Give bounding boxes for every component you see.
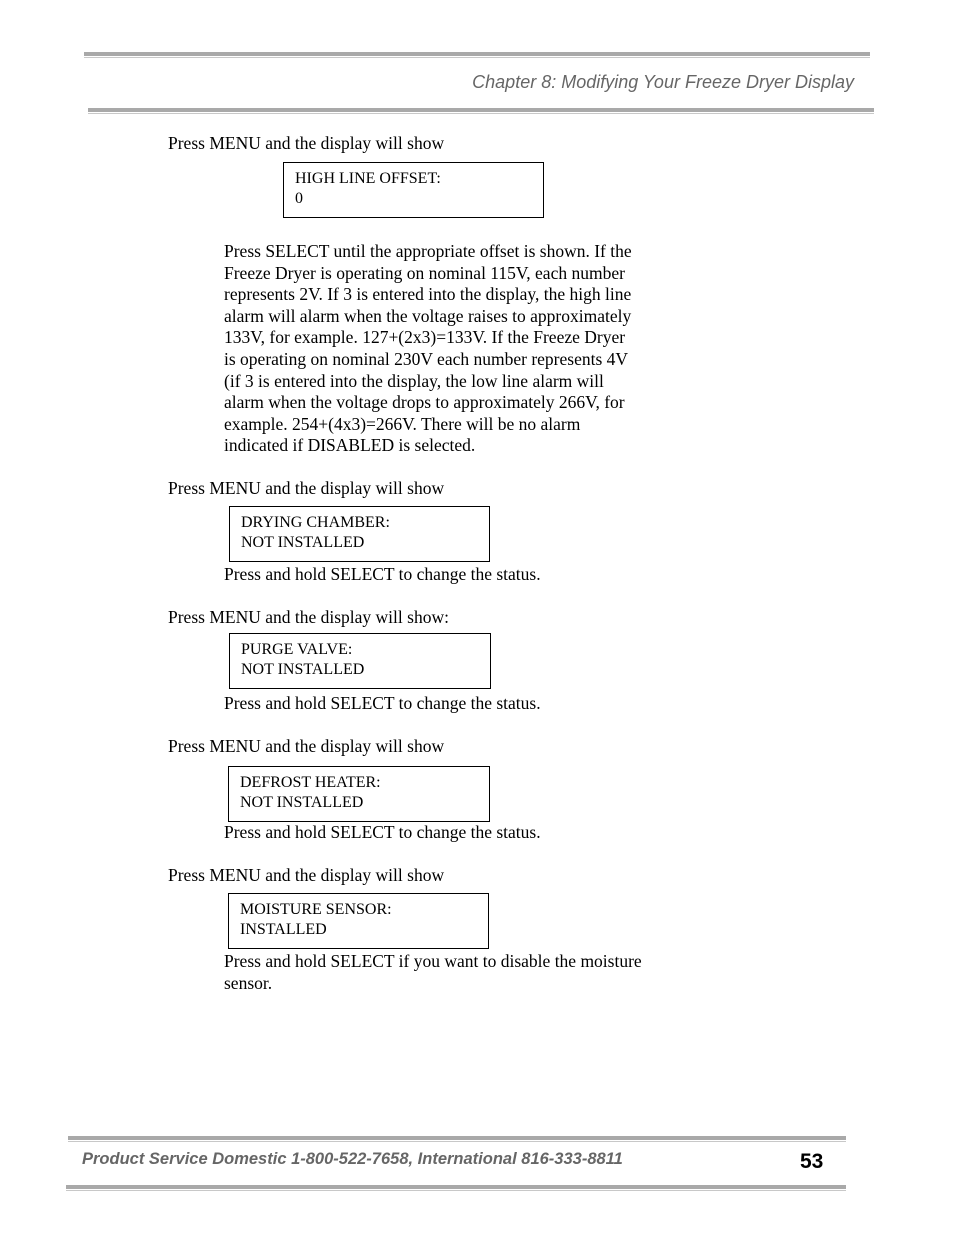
header-rule-top [84, 52, 870, 56]
paragraph-line: is operating on nominal 230V each number represents 4V [224, 348, 629, 369]
footer-rule-bottom [66, 1185, 846, 1189]
page-number: 53 [800, 1150, 824, 1173]
chapter-title: Chapter 8: Modifying Your Freeze Dryer Display [472, 72, 854, 92]
paragraph-line: example. 254+(4x3)=266V. There will be no alarm [224, 413, 581, 434]
paragraph-line: alarm when the voltage drops to approximately 266V, for [224, 392, 625, 413]
note-text: Press and hold SELECT to change the status. [224, 564, 541, 584]
display-line-2: NOT INSTALLED [241, 534, 365, 551]
paragraph-line: (if 3 is entered into the display, the low line alarm will [224, 370, 604, 391]
footer-rule-top-shadow [68, 1141, 846, 1142]
header-rule-bottom [88, 108, 874, 112]
paragraph-line: alarm will alarm when the voltage raises to approximately [224, 305, 632, 326]
instruction-text: Press MENU and the display will show [168, 736, 445, 756]
display-box-high-line-offset [283, 162, 544, 218]
paragraph-line: Press SELECT until the appropriate offset is shown. If the [224, 241, 632, 261]
instruction-text: Press MENU and the display will show [168, 478, 445, 498]
display-box-purge-valve [229, 633, 491, 689]
paragraph-line: 133V, for example. 127+(2x3)=133V. If the Freeze Dryer [224, 327, 626, 348]
display-line-1: DRYING CHAMBER: [241, 514, 390, 531]
display-line-1: PURGE VALVE: [241, 641, 353, 658]
note-text: Press and hold SELECT to change the status. [224, 822, 541, 842]
header-rule-bottom-shadow [88, 113, 874, 114]
paragraph-line: represents 2V. If 3 is entered into the display, the high line [224, 284, 632, 305]
display-line-2: INSTALLED [240, 921, 327, 938]
footer-rule-top [68, 1136, 846, 1140]
note-text: Press and hold SELECT to change the status. [224, 693, 541, 713]
header-rule-top-shadow [84, 57, 870, 58]
footer-rule-bottom-shadow [66, 1190, 846, 1191]
note-line: sensor. [224, 972, 273, 993]
display-line-2: NOT INSTALLED [241, 661, 365, 678]
paragraph-line: Freeze Dryer is operating on nominal 115V, each number [224, 262, 625, 283]
display-line-1: DEFROST HEATER: [240, 774, 381, 791]
display-line-1: MOISTURE SENSOR: [240, 901, 392, 918]
paragraph-line: indicated if DISABLED is selected. [224, 435, 476, 456]
note-line: Press and hold SELECT if you want to disable the moisture [224, 951, 642, 971]
display-line-1: HIGH LINE OFFSET: [295, 170, 441, 187]
footer-contact: Product Service Domestic 1-800-522-7658, International 816-333-8811 [82, 1150, 623, 1168]
instruction-text: Press MENU and the display will show [168, 865, 445, 885]
display-line-2: 0 [295, 190, 303, 207]
display-box-defrost-heater [228, 766, 490, 822]
display-line-2: NOT INSTALLED [240, 794, 364, 811]
offset-explanation-paragraph [224, 241, 684, 457]
display-box-drying-chamber [229, 506, 490, 562]
display-box-moisture-sensor [228, 893, 489, 949]
note-text [224, 951, 642, 994]
instruction-text: Press MENU and the display will show: [168, 607, 449, 627]
instruction-text: Press MENU and the display will show [168, 133, 445, 153]
